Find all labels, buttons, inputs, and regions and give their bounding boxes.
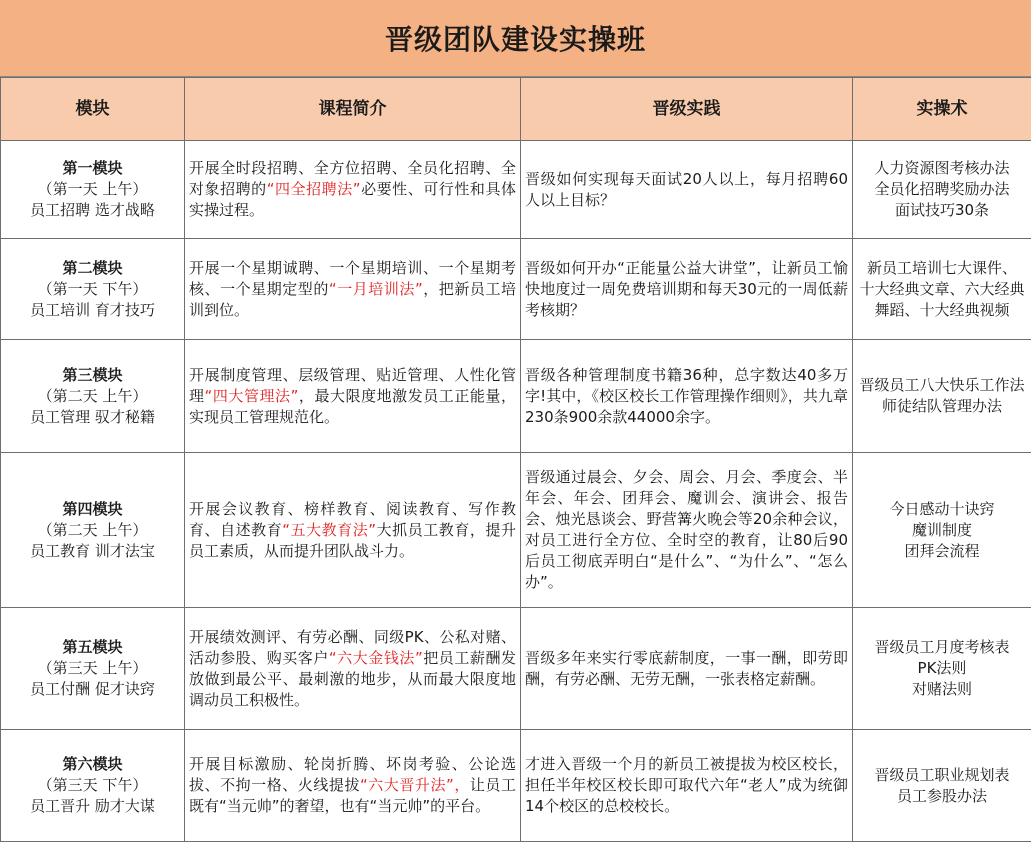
technique-cell xyxy=(853,453,1031,608)
technique-cell xyxy=(853,141,1031,239)
table-row xyxy=(1,608,1031,730)
module-time: （第二天 上午） xyxy=(37,520,148,539)
module-time: （第一天 下午） xyxy=(37,279,148,298)
technique-item: 十大经典文章、六大经典 xyxy=(859,279,1025,298)
module-time: （第一天 上午） xyxy=(37,180,148,198)
intro-cell xyxy=(185,453,521,608)
module-name: 第二模块 xyxy=(62,258,123,277)
module-name: 第四模块 xyxy=(62,499,123,518)
technique-item: 魔训制度 xyxy=(911,520,972,539)
intro-text-after: 让员工既有“当元帅”的奢望，也有“当元帅”的平台。 xyxy=(189,776,516,815)
table-row xyxy=(1,340,1031,453)
module-cell xyxy=(1,340,185,453)
module-name: 第六模块 xyxy=(62,755,123,773)
table-row xyxy=(1,239,1031,340)
module-cell xyxy=(1,608,185,730)
technique-item: 新员工培训七大课件、 xyxy=(866,258,1017,277)
intro-highlight: “四大管理法” xyxy=(204,386,299,405)
intro-text: 开展一个星期诚聘、一个星期培训、一个星期考核、一个星期定型的 xyxy=(189,258,516,298)
practice-cell: 晋级多年来实行零底薪制度，一事一酬，即劳即酬，有劳必酬、无劳无酬，一张表格定薪酬。 xyxy=(521,608,853,730)
intro-highlight: “六大金钱法” xyxy=(328,648,423,667)
module-theme: 员工付酬 促才诀窍 xyxy=(30,680,155,698)
technique-item: 全员化招聘奖励办法 xyxy=(874,180,1010,198)
intro-cell xyxy=(185,608,521,730)
technique-cell xyxy=(853,730,1031,842)
header-practice: 晋级实践 xyxy=(521,78,853,141)
technique-item: 团拜会流程 xyxy=(904,541,980,560)
practice-cell: 晋级如何开办“正能量公益大讲堂”，让新员工愉快地度过一周免费培训期和每天30元的一周低薪考核期？ xyxy=(521,239,853,340)
technique-item: PK法则 xyxy=(917,659,967,677)
practice-cell: 晋级如何实现每天面试20人以上，每月招聘60人以上目标？ xyxy=(521,141,853,239)
technique-item: 对赌法则 xyxy=(911,680,972,698)
intro-text: 开展会议教育、榜样教育、阅读教育、写作教育、自述教育 xyxy=(189,499,516,539)
intro-highlight: “一月培训法” xyxy=(328,279,423,298)
page-title: 晋级团队建设实操班 xyxy=(0,0,1031,77)
intro-text-after: 把员工薪酬发放做到最公平、最刺激的地步，从而最大限度地调动员工积极性。 xyxy=(189,648,516,709)
practice-cell: 晋级通过晨会、夕会、周会、月会、季度会、半年会、年会、团拜会、魔训会、演讲会、报告会、烛光恳谈会、野营篝火晚会等20余种会议，对员工进行全方位、全时空的教育，让80后90后员工彻底弄明白“是什么”、“为什么”、“怎么办”。 xyxy=(521,453,853,608)
intro-text-after: 大抓员工教育，提升员工素质，从而提升团队战斗力。 xyxy=(189,520,516,560)
module-theme: 员工教育 训才法宝 xyxy=(30,541,155,560)
technique-item: 晋级员工月度考核表 xyxy=(874,638,1010,656)
table-header-row xyxy=(1,78,1031,141)
intro-highlight: “五大教育法” xyxy=(282,520,377,539)
header-technique: 实操术 xyxy=(853,78,1031,141)
technique-item: 舞蹈、十大经典视频 xyxy=(874,300,1010,319)
practice-cell: 晋级各种管理制度书籍36种，总字数达40多万字!其中，《校区校长工作管理操作细则》，共九章230条900余款44000余字。 xyxy=(521,340,853,453)
module-theme: 员工管理 驭才秘籍 xyxy=(30,407,155,426)
intro-text: 开展全时段招聘、全方位招聘、全员化招聘、全对象招聘的 xyxy=(189,159,516,198)
intro-cell xyxy=(185,141,521,239)
table-row xyxy=(1,141,1031,239)
intro-text-after: ，把新员工培训到位。 xyxy=(189,279,516,319)
module-cell xyxy=(1,730,185,842)
technique-item: 人力资源图考核办法 xyxy=(874,159,1010,177)
module-time: （第三天 下午） xyxy=(37,776,148,794)
table-row xyxy=(1,453,1031,608)
module-time: （第三天 上午） xyxy=(37,659,148,677)
intro-text-after: 必要性、可行性和具体实操过程。 xyxy=(189,180,516,219)
intro-cell xyxy=(185,239,521,340)
technique-item: 晋级员工职业规划表 xyxy=(874,765,1010,784)
technique-cell xyxy=(853,340,1031,453)
table-row xyxy=(1,730,1031,842)
module-cell xyxy=(1,239,185,340)
technique-cell xyxy=(853,608,1031,730)
technique-item: 师徒结队管理办法 xyxy=(881,397,1002,415)
practice-cell: 才进入晋级一个月的新员工被提拔为校区校长，担任半年校区校长即可取代六年“老人”成为统御14个校区的总校校长。 xyxy=(521,730,853,842)
technique-cell xyxy=(853,239,1031,340)
module-cell xyxy=(1,141,185,239)
intro-cell xyxy=(185,730,521,842)
intro-cell xyxy=(185,340,521,453)
module-theme: 员工培训 育才技巧 xyxy=(30,300,155,319)
technique-item: 晋级员工八大快乐工作法 xyxy=(859,376,1025,394)
module-name: 第五模块 xyxy=(62,638,123,656)
intro-text: 开展目标激励、轮岗折腾、坏岗考验、公论选拔、不拘一格、火线提拔 xyxy=(189,755,516,794)
intro-highlight: “四全招聘法” xyxy=(266,180,361,198)
intro-highlight: “六大晋升法”， xyxy=(359,776,470,794)
module-time: （第二天 上午） xyxy=(37,386,148,405)
course-table xyxy=(0,77,1031,842)
module-cell xyxy=(1,453,185,608)
intro-text-after: ，最大限度地激发员工正能量，实现员工管理规范化。 xyxy=(189,386,516,426)
technique-item: 今日感动十诀窍 xyxy=(889,499,995,518)
technique-item: 面试技巧30条 xyxy=(894,201,990,219)
module-name: 第三模块 xyxy=(62,365,123,384)
module-name: 第一模块 xyxy=(62,159,123,177)
intro-text: 开展绩效测评、有劳必酬、同级PK、公私对赌、活动参股、购买客户 xyxy=(189,627,516,667)
header-intro: 课程简介 xyxy=(185,78,521,141)
module-theme: 员工晋升 励才大谋 xyxy=(30,797,155,815)
intro-text: 开展制度管理、层级管理、贴近管理、人性化管理 xyxy=(189,365,516,405)
module-theme: 员工招聘 选才战略 xyxy=(30,201,155,219)
technique-item: 员工参股办法 xyxy=(896,786,987,805)
header-module: 模块 xyxy=(1,78,185,141)
